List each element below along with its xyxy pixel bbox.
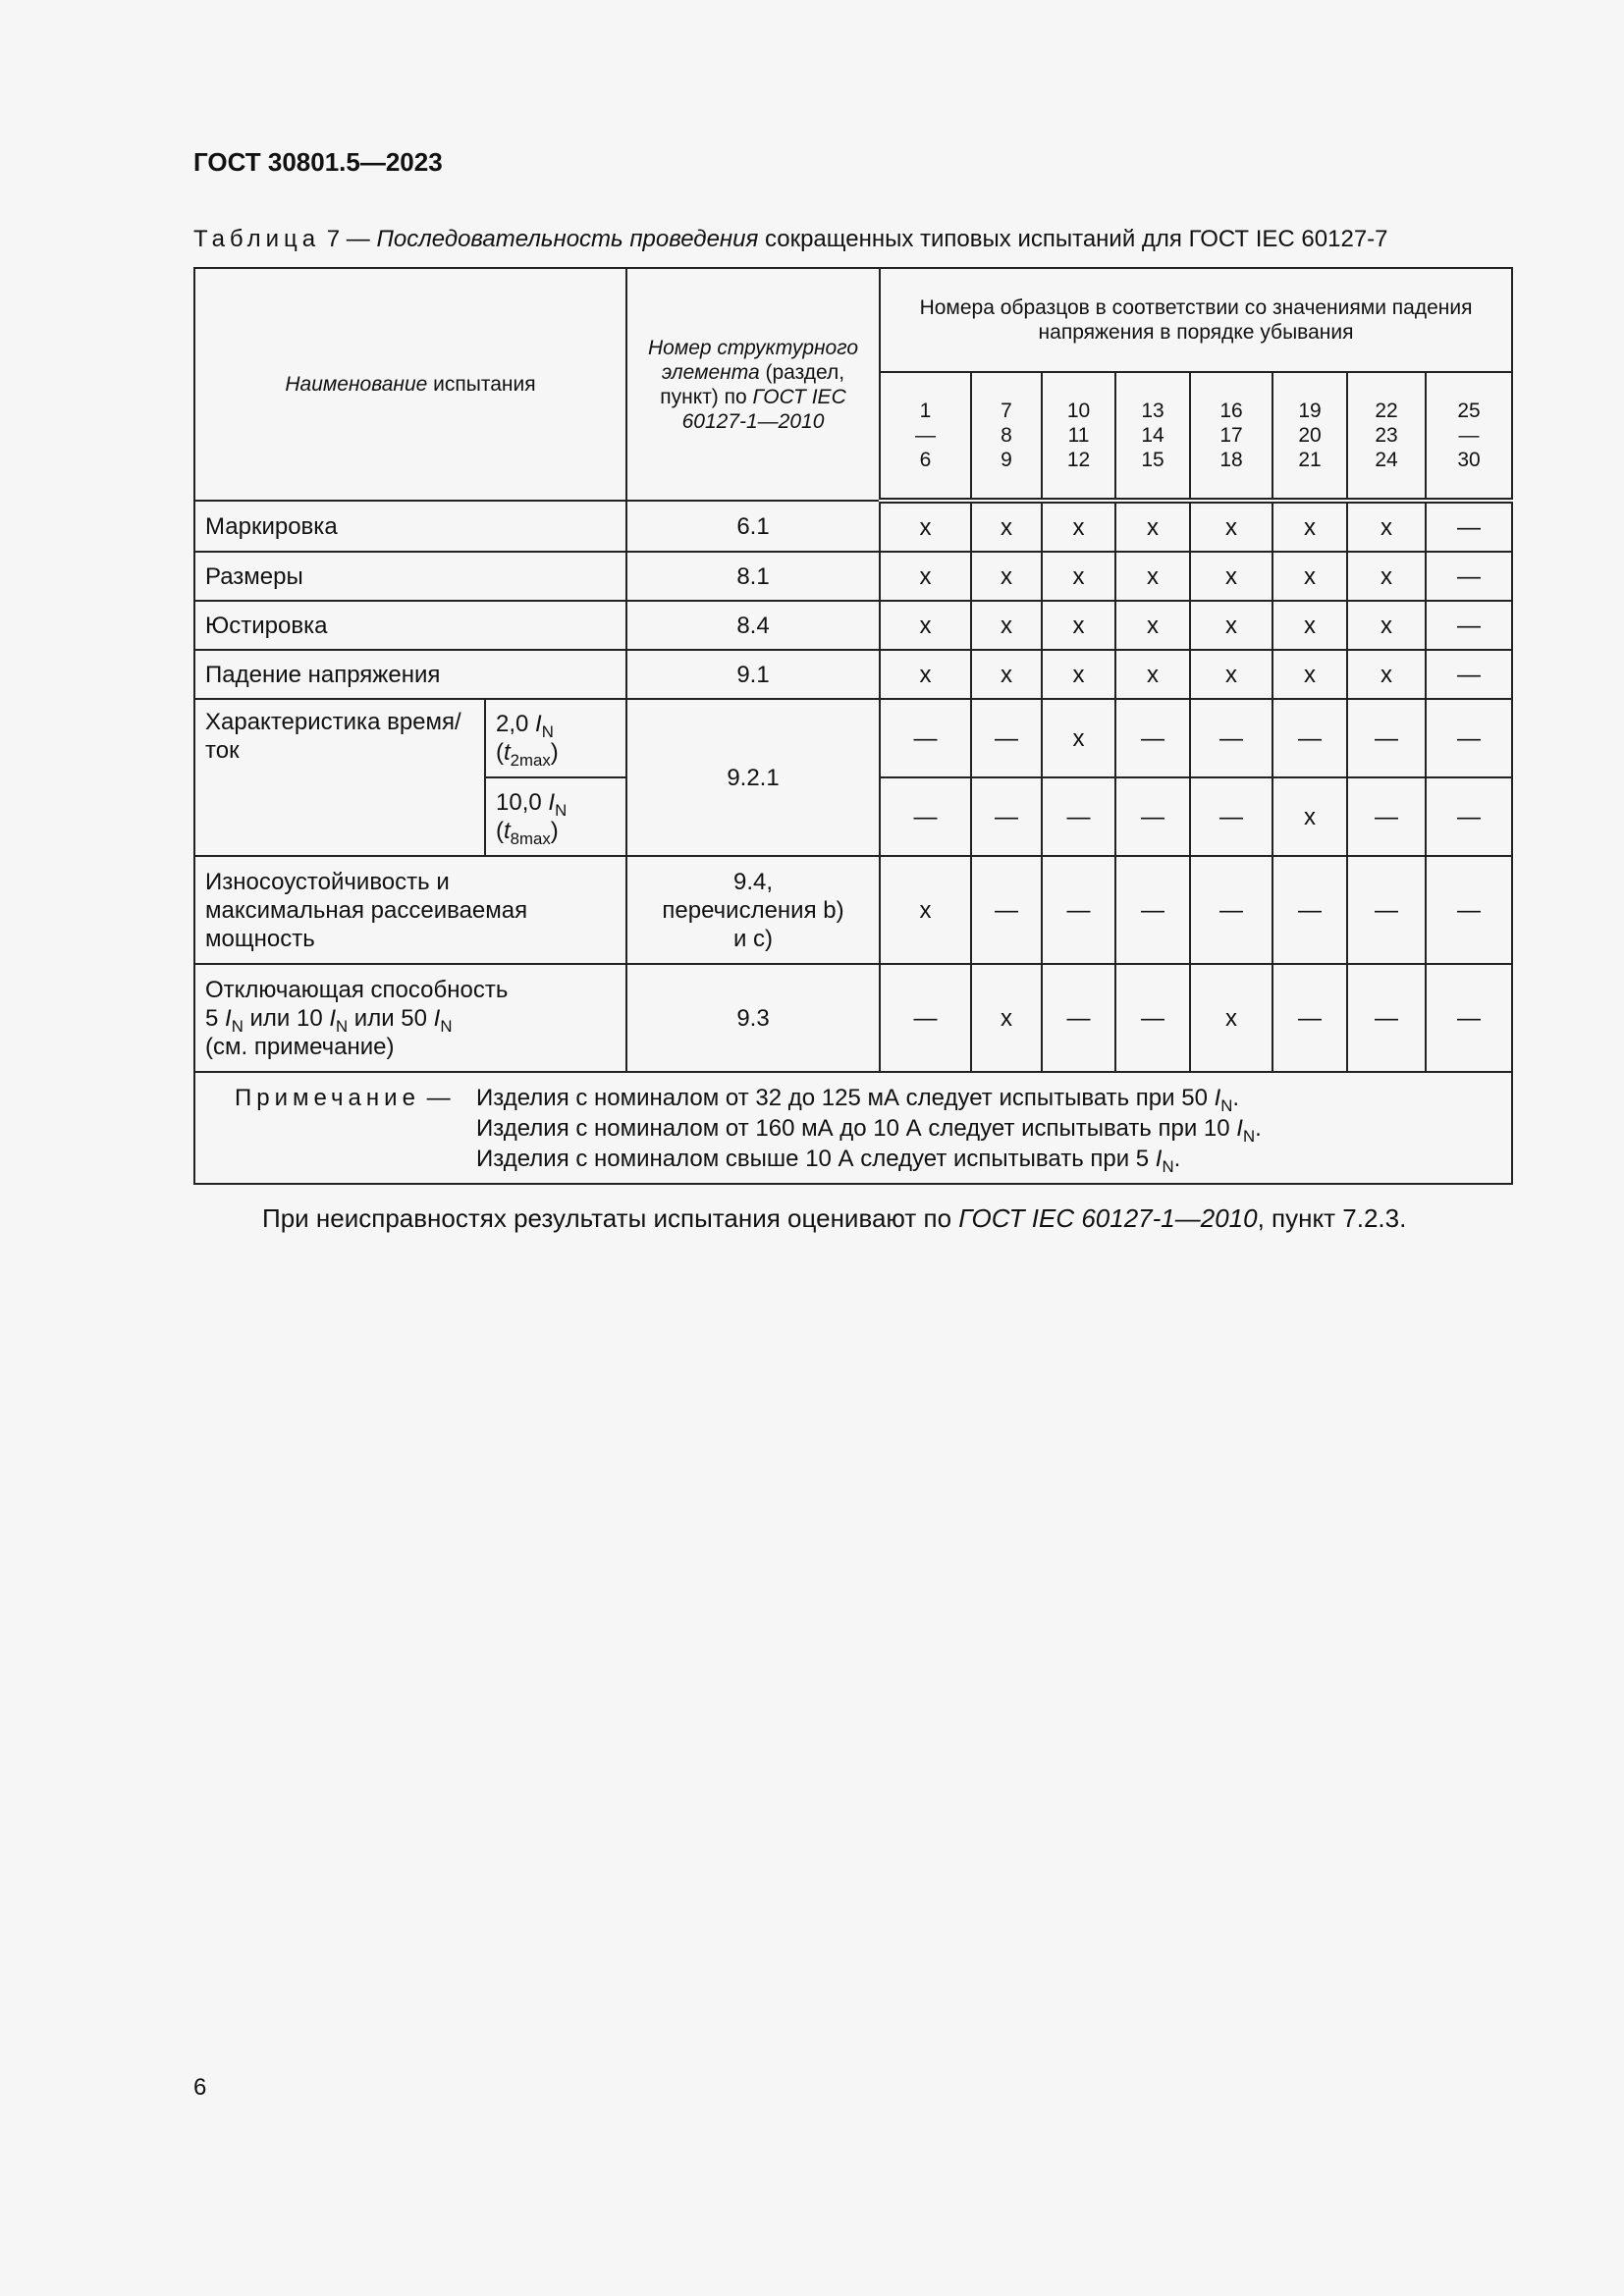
- table-cell: —: [1347, 699, 1426, 777]
- table-cell: —: [1190, 856, 1272, 964]
- sample-col-2: 7 8 9: [971, 372, 1042, 501]
- table-cell: x: [880, 601, 971, 650]
- table-cell: x: [1042, 552, 1115, 601]
- sub-condition-10: 10,0 $I_N$ $(t_{8max})$: [485, 777, 626, 856]
- table-cell: —: [971, 856, 1042, 964]
- page-number: 6: [193, 2074, 207, 2101]
- document-code: ГОСТ 30801.5—2023: [193, 147, 443, 177]
- table-cell: x: [1042, 650, 1115, 699]
- sample-col-4: 13 14 15: [1115, 372, 1190, 501]
- table-cell: —: [1115, 856, 1190, 964]
- table-cell: x: [880, 552, 971, 601]
- table-cell: —: [880, 777, 971, 856]
- table-cell: —: [1272, 856, 1347, 964]
- row-name: Размеры: [194, 552, 626, 601]
- table-cell: —: [1272, 699, 1347, 777]
- table-cell: x: [1347, 501, 1426, 552]
- sub-condition-2: 2,0 $I_N$ $(t_{2max})$: [485, 699, 626, 777]
- table-cell: —: [1426, 699, 1512, 777]
- table-cell: x: [1347, 601, 1426, 650]
- note-line-3: Изделия с номиналом свыше 10 А следует испытывать при 5 $I_N$.: [476, 1145, 1181, 1176]
- table-cell: —: [1042, 777, 1115, 856]
- caption-label: Таблица: [193, 226, 321, 252]
- row-name: Маркировка: [194, 501, 626, 552]
- header-test-name-rest: испытания: [427, 373, 536, 396]
- table-row-dimensions: [194, 552, 1512, 601]
- table-cell: —: [1347, 964, 1426, 1072]
- note-label: Примечание —: [235, 1084, 451, 1111]
- table-cell: —: [971, 699, 1042, 777]
- table-cell: —: [1426, 650, 1512, 699]
- table-cell: —: [1426, 856, 1512, 964]
- table-cell: —: [1190, 699, 1272, 777]
- row-clause: 6.1: [626, 501, 880, 552]
- header-struct-italic1: Номер структурного элемента: [647, 336, 859, 384]
- row-name-breaking: Отключающая способность 5 $I_N$ или 10 $I_N$ или 50 $I_N$ (см. примечание): [194, 964, 626, 1072]
- header-test-name-italic: Наименование: [285, 373, 428, 396]
- header-structural-element: [626, 268, 880, 501]
- table-cell: x: [880, 501, 971, 552]
- table-row-breaking-capacity: [194, 964, 1512, 1072]
- header-samples-group: Номера образцов в соответствии со значениями падения напряжения в порядке убывания: [880, 268, 1512, 372]
- table-cell: x: [1190, 501, 1272, 552]
- table-cell: x: [1272, 552, 1347, 601]
- table-caption: [193, 226, 1388, 253]
- note-grid: [235, 1083, 1501, 1174]
- table-cell: —: [880, 699, 971, 777]
- row-clause: 8.1: [626, 552, 880, 601]
- table-row-adjustment: [194, 601, 1512, 650]
- header-struct-italic2: ГОСТ IEC 60127-1—2010: [681, 385, 846, 433]
- sample-col-3: 10 11 12: [1042, 372, 1115, 501]
- table-row-marking: [194, 501, 1512, 552]
- table-cell: x: [1190, 650, 1272, 699]
- table-cell: —: [1347, 856, 1426, 964]
- table-cell: —: [1426, 964, 1512, 1072]
- table-cell: x: [1190, 552, 1272, 601]
- table-row-time-current-1: [194, 699, 1512, 777]
- table-cell: x: [971, 650, 1042, 699]
- table-cell: x: [1347, 650, 1426, 699]
- table-row-voltage-drop: [194, 650, 1512, 699]
- table-cell: x: [1272, 650, 1347, 699]
- row-clause: 9.4, перечисления b) и c): [626, 856, 880, 964]
- table-cell: x: [1042, 699, 1115, 777]
- row-name-time-current: Характеристика время/ток: [194, 699, 485, 856]
- note-line-2: Изделия с номиналом от 160 мА до 10 А следует испытывать при 10 $I_N$.: [476, 1114, 1262, 1146]
- table-cell: x: [1042, 501, 1115, 552]
- table-cell: x: [971, 552, 1042, 601]
- table-cell: x: [1272, 777, 1347, 856]
- table-cell: —: [1190, 777, 1272, 856]
- table-cell: x: [971, 501, 1042, 552]
- table-cell: x: [1272, 501, 1347, 552]
- caption-number: 7 —: [320, 226, 377, 252]
- table-cell: x: [971, 964, 1042, 1072]
- row-clause: 9.3: [626, 964, 880, 1072]
- row-clause: 9.1: [626, 650, 880, 699]
- table-cell: —: [1115, 964, 1190, 1072]
- table-cell: —: [1426, 501, 1512, 552]
- table-cell: x: [1115, 501, 1190, 552]
- sample-col-6: 19 20 21: [1272, 372, 1347, 501]
- table-cell: —: [880, 964, 971, 1072]
- table-cell: —: [1426, 777, 1512, 856]
- row-clause: 8.4: [626, 601, 880, 650]
- table-note-row: [194, 1072, 1512, 1184]
- table-cell: x: [1115, 552, 1190, 601]
- table-cell: —: [1426, 552, 1512, 601]
- sample-col-1: 1 — 6: [880, 372, 971, 501]
- caption-rest: сокращенных типовых испытаний для ГОСТ IEC 60127-7: [758, 226, 1388, 252]
- table-cell: —: [1042, 964, 1115, 1072]
- test-sequence-table: [193, 267, 1513, 1185]
- header-row-1: [194, 268, 1512, 372]
- table-cell: x: [1115, 650, 1190, 699]
- row-clause: 9.2.1: [626, 699, 880, 856]
- table-cell: x: [880, 650, 971, 699]
- header-test-name: [194, 268, 626, 501]
- table-cell: x: [1115, 601, 1190, 650]
- caption-italic: Последовательность проведения: [376, 226, 759, 252]
- row-name-endurance: Износоустойчивость и максимальная рассеиваемая мощность: [194, 856, 626, 964]
- table-row-endurance: [194, 856, 1512, 964]
- header-struct-rest: (раздел, пункт) по: [660, 360, 845, 408]
- table-cell: x: [1347, 552, 1426, 601]
- table-cell: x: [880, 856, 971, 964]
- table-note: [194, 1072, 1512, 1184]
- table-cell: x: [1190, 601, 1272, 650]
- sample-col-5: 16 17 18: [1190, 372, 1272, 501]
- table-cell: x: [1190, 964, 1272, 1072]
- table-cell: —: [1115, 777, 1190, 856]
- table-cell: —: [971, 777, 1042, 856]
- sample-col-8: 25 — 30: [1426, 372, 1512, 501]
- body-paragraph: При неисправностях результаты испытания оценивают по ГОСТ IEC 60127-1—2010, пункт 7.2.3.: [262, 1203, 1407, 1233]
- row-name: Юстировка: [194, 601, 626, 650]
- table-cell: —: [1115, 699, 1190, 777]
- table-cell: —: [1272, 964, 1347, 1072]
- table-cell: x: [1272, 601, 1347, 650]
- table-cell: —: [1042, 856, 1115, 964]
- note-line-1: Изделия с номиналом от 32 до 125 мА следует испытывать при 50 $I_N$.: [476, 1084, 1240, 1115]
- table-cell: —: [1426, 601, 1512, 650]
- table-cell: —: [1347, 777, 1426, 856]
- sample-col-7: 22 23 24: [1347, 372, 1426, 501]
- row-name: Падение напряжения: [194, 650, 626, 699]
- table-cell: x: [1042, 601, 1115, 650]
- table-cell: x: [971, 601, 1042, 650]
